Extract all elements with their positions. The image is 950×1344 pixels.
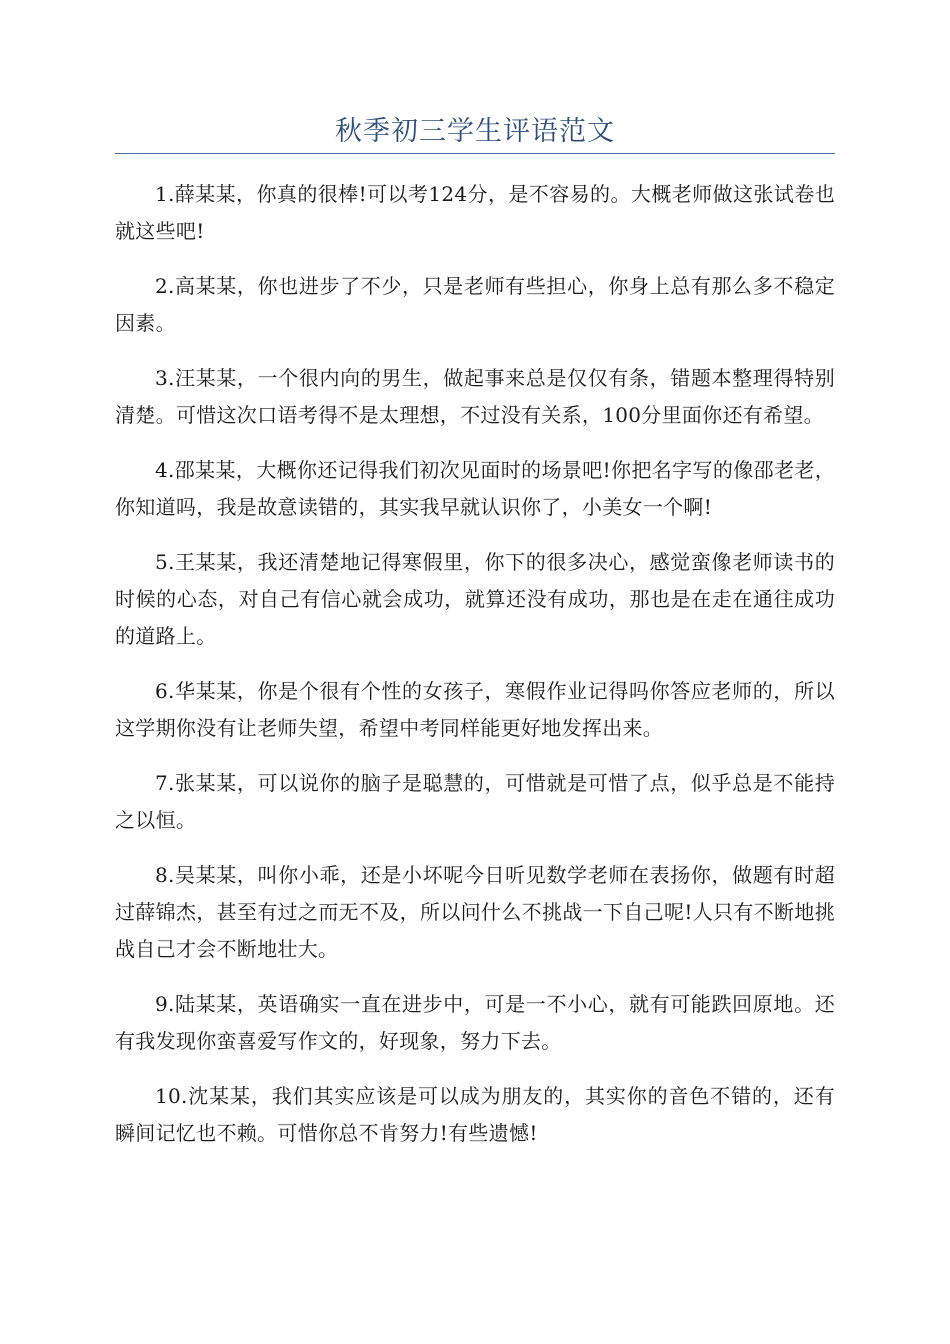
comment-paragraph-10: 10.沈某某，我们其实应该是可以成为朋友的，其实你的音色不错的，还有瞬间记忆也不赖。可惜你总不肯努力!有些遗憾! — [115, 1084, 835, 1145]
comment-paragraph-9: 9.陆某某，英语确实一直在进步中，可是一不小心，就有可能跌回原地。还有我发现你蛮喜爱写作文的，好现象，努力下去。 — [115, 992, 835, 1053]
title-underline — [115, 153, 835, 154]
comment-paragraph-4: 4.邵某某，大概你还记得我们初次见面时的场景吧!你把名字写的像邵老老，你知道吗，我是故意读错的，其实我早就认识你了，小美女一个啊! — [115, 458, 835, 519]
comment-paragraph-6: 6.华某某，你是个很有个性的女孩子，寒假作业记得吗你答应老师的，所以这学期你没有让老师失望，希望中考同样能更好地发挥出来。 — [115, 679, 835, 740]
comment-paragraph-1: 1.薛某某，你真的很棒!可以考124分，是不容易的。大概老师做这张试卷也就这些吧! — [115, 182, 835, 243]
comment-paragraph-2: 2.高某某，你也进步了不少，只是老师有些担心，你身上总有那么多不稳定因素。 — [115, 274, 835, 335]
comment-paragraph-7: 7.张某某，可以说你的脑子是聪慧的，可惜就是可惜了点，似乎总是不能持之以恒。 — [115, 771, 835, 832]
comment-paragraph-8: 8.吴某某，叫你小乖，还是小坏呢今日听见数学老师在表扬你，做题有时超过薛锦杰，甚至有过之而无不及，所以问什么不挑战一下自己呢!人只有不断地挑战自己才会不断地壮大。 — [115, 863, 835, 961]
comment-paragraph-3: 3.汪某某，一个很内向的男生，做起事来总是仅仅有条，错题本整理得特别清楚。可惜这次口语考得不是太理想，不过没有关系，100分里面你还有希望。 — [115, 366, 835, 427]
document-title: 秋季初三学生评语范文 — [335, 116, 615, 147]
document-body — [115, 176, 835, 1170]
comment-paragraph-5: 5.王某某，我还清楚地记得寒假里，你下的很多决心，感觉蛮像老师读书的时候的心态，对自己有信心就会成功，就算还没有成功，那也是在走在通往成功的道路上。 — [115, 550, 835, 648]
